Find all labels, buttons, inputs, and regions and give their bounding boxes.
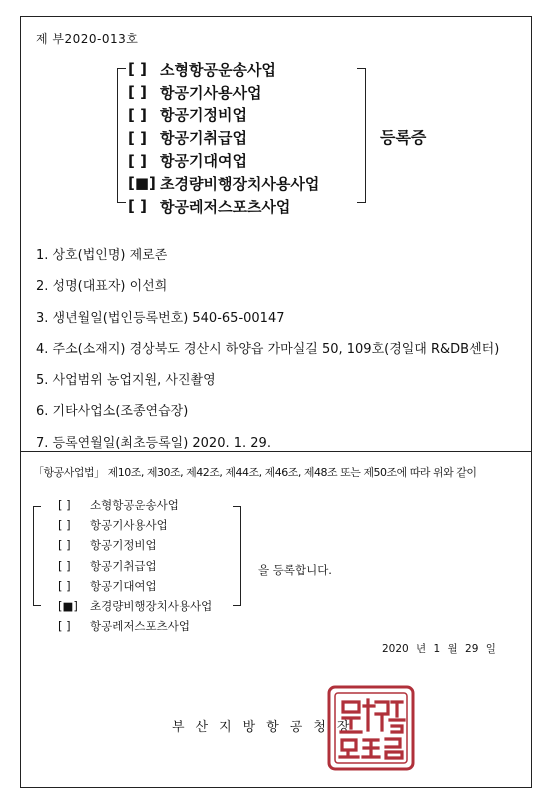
business-type-item — [128, 195, 319, 218]
checkbox-mark: [■] — [128, 174, 156, 193]
checkbox-mark: [ ] — [58, 578, 71, 593]
checkbox-mark: [ ] — [58, 518, 71, 533]
legal-basis-text: 「항공사업법」 제10조, 제30조, 제42조, 제44조, 제46조, 제48조 또는 제50조에 따라 위와 같이 — [33, 466, 477, 479]
registration-phrase: 을 등록합니다. — [258, 563, 332, 577]
detail-other-office: 6. 기타사업소(조종연습장) — [36, 404, 189, 420]
issue-date: 2020 년 1 월 29 일 — [382, 643, 496, 655]
checkbox-mark: [ ] — [58, 538, 71, 553]
business-type-label: 항공기사용사업 — [90, 518, 168, 533]
business-type-item — [128, 104, 319, 127]
left-bracket-top — [117, 68, 126, 203]
detail-company-name: 1. 상호(법인명) 제로존 — [36, 248, 168, 263]
detail-address: 4. 주소(소재지) 경상북도 경산시 하양읍 가마실길 50, 109호(경일대 R&DB센터) — [36, 341, 500, 357]
checkbox-mark: [ ] — [58, 498, 71, 513]
business-type-list-top — [128, 58, 319, 218]
business-type-item — [58, 576, 212, 596]
detail-business-scope: 5. 사업범위 농업지원, 사진촬영 — [36, 373, 216, 389]
checkbox-mark: [■] — [58, 599, 78, 614]
certificate-title: 등록증 — [380, 128, 427, 147]
left-bracket-bottom — [33, 506, 41, 606]
business-type-list-bottom — [58, 495, 212, 636]
business-type-item — [58, 535, 212, 555]
official-seal — [326, 684, 416, 772]
detail-registration-date: 7. 등록연월일(최초등록일) 2020. 1. 29. — [36, 435, 271, 451]
checkbox-mark: [ ] — [128, 151, 147, 170]
business-type-label: 항공기대여업 — [90, 578, 157, 593]
right-bracket-bottom — [233, 506, 241, 606]
checkbox-mark: [ ] — [128, 60, 147, 79]
business-type-item — [128, 81, 319, 104]
business-type-item — [128, 126, 319, 149]
checkbox-mark: [ ] — [128, 128, 147, 147]
detail-registration-number: 3. 생년월일(법인등록번호) 540-65-00147 — [36, 310, 285, 326]
business-type-label: 항공기사용사업 — [160, 83, 262, 102]
business-type-label: 초경량비행장치사용사업 — [160, 174, 320, 193]
business-type-item — [128, 172, 319, 195]
right-bracket-top — [357, 68, 366, 203]
checkbox-mark: [ ] — [58, 558, 71, 573]
checkbox-mark: [ ] — [58, 619, 71, 634]
issuer-name: 부산지방항공청장 — [172, 720, 361, 735]
section-divider — [20, 451, 532, 452]
business-type-item — [128, 149, 319, 172]
business-type-label: 소형항공운송사업 — [160, 60, 276, 79]
business-type-item — [58, 495, 212, 515]
business-type-item — [58, 616, 212, 636]
business-type-label: 초경량비행장치사용사업 — [90, 599, 213, 614]
business-type-label: 항공레저스포츠사업 — [160, 197, 291, 216]
business-type-label: 항공기정비업 — [160, 106, 247, 125]
business-type-item — [58, 556, 212, 576]
document-number: 제 부2020-013호 — [36, 32, 139, 46]
business-type-item — [58, 515, 212, 535]
detail-representative: 2. 성명(대표자) 이선희 — [36, 279, 168, 295]
business-type-item — [58, 596, 212, 616]
registration-details — [36, 244, 499, 463]
business-type-label: 항공기대여업 — [160, 152, 247, 171]
checkbox-mark: [ ] — [128, 197, 147, 216]
checkbox-mark: [ ] — [128, 83, 147, 102]
business-type-item — [128, 58, 319, 81]
business-type-label: 항공기정비업 — [90, 538, 157, 553]
business-type-label: 항공기취급업 — [160, 129, 247, 148]
business-type-label: 항공레저스포츠사업 — [90, 619, 190, 634]
business-type-label: 항공기취급업 — [90, 558, 157, 573]
checkbox-mark: [ ] — [128, 105, 147, 124]
business-type-label: 소형항공운송사업 — [90, 498, 179, 513]
